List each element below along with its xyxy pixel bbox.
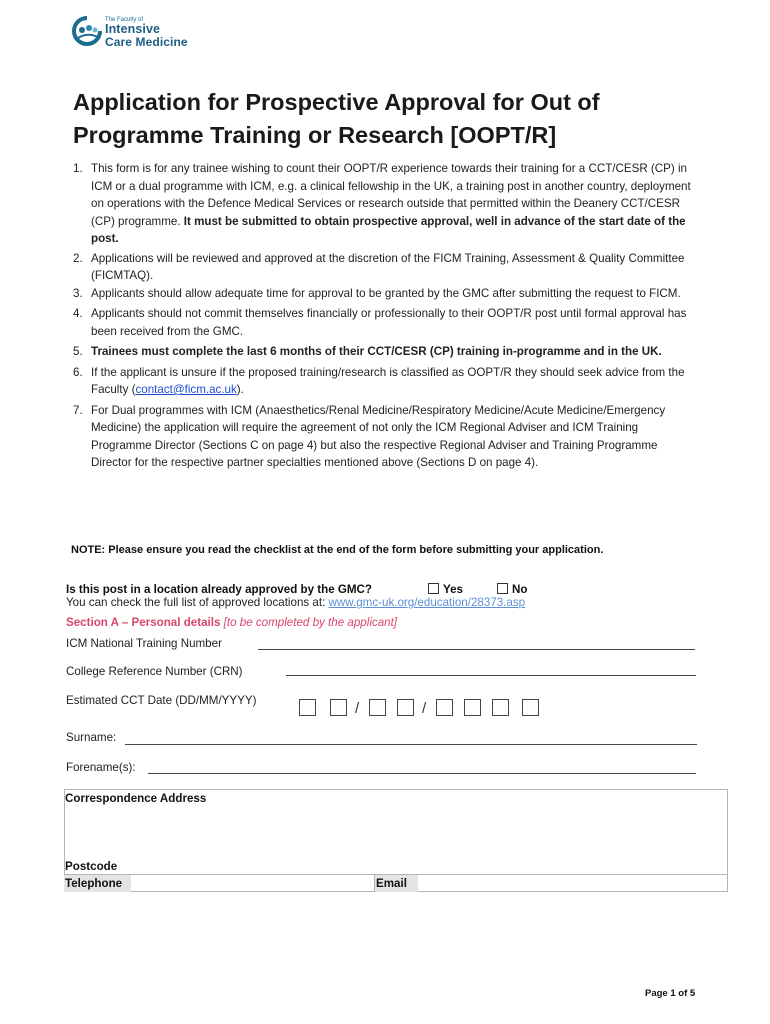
cct-month-digit-2[interactable] [397, 699, 414, 716]
list-number: 5. [73, 345, 83, 358]
faculty-logo [72, 14, 192, 50]
icm-ntn-label: ICM National Training Number [66, 637, 222, 650]
logo-the-faculty: The Faculty of [105, 17, 144, 23]
list-item-text: Applicants should not commit themselves financially or professionally to their OOPT/R post until formal approval has been received from the GMC. [91, 307, 687, 338]
list-item [73, 364, 698, 399]
cct-year-digit-1[interactable] [436, 699, 453, 716]
list-number: 4. [73, 307, 83, 320]
no-label: No [512, 583, 528, 596]
list-item [73, 305, 698, 340]
list-item-text: This form is for any trainee wishing to count their OOPT/R experience towards their training for a CCT/CESR (CP) in ICM or a dual programme with ICM, e.g. a clinical fellowship in the UK, a training post in another country, deployment on operations with the Defence Medical Services or research outside that permitted within the Deanery CCT/CESR (CP) programme. [91, 162, 691, 228]
list-item-text: For Dual programmes with ICM (Anaesthetics/Renal Medicine/Respiratory Medicine/Acute Medicine/Emergency Medicine) the application will require the agreement of not only the ICM Regional Adviser and ICM Training Programme Director (Sections C on page 4) but also the respective Regional Adviser and Training Programme Director for the respective partner specialties mentioned above (Sections D on page 4). [91, 403, 666, 469]
gmc-check-label: You can check the full list of approved locations at: [66, 596, 329, 609]
surname-label: Surname: [66, 731, 117, 744]
cct-day-digit-1[interactable] [299, 699, 316, 716]
crn-input[interactable] [286, 675, 696, 676]
cct-month-digit-1[interactable] [369, 699, 386, 716]
no-checkbox[interactable] [497, 583, 508, 594]
email-label: Email [375, 875, 418, 892]
section-a-hint: [to be completed by the applicant] [223, 616, 398, 629]
list-number: 6. [73, 365, 83, 379]
gmc-yes-option[interactable] [428, 583, 463, 596]
guidance-list [73, 160, 698, 472]
logo-line-2: Care Medicine [105, 34, 188, 49]
list-item [73, 343, 698, 361]
postcode-label: Postcode [65, 860, 118, 873]
cct-year-digit-4[interactable] [522, 699, 539, 716]
list-number: 3. [73, 286, 83, 300]
contact-email-link[interactable]: contact@ficm.ac.uk [135, 383, 237, 396]
logo-line-1: Intensive [105, 22, 161, 36]
section-a-heading [66, 616, 397, 629]
gmc-no-option[interactable] [497, 583, 527, 596]
list-item [73, 285, 698, 303]
list-item-text: ). [236, 383, 244, 396]
forenames-input[interactable] [148, 773, 696, 774]
list-item-text: If the applicant is unsure if the proposed training/research is classified as OOPT/R they should seek advice from the Faculty ( [91, 365, 685, 396]
checklist-note: NOTE: Please ensure you read the checklist at the end of the form before submitting your application. [71, 544, 604, 556]
list-number: 1. [73, 162, 83, 175]
gmc-locations-link[interactable]: www.gmc-uk.org/education/28373.asp [328, 596, 526, 609]
list-item-text: Applications will be reviewed and approved at the discretion of the FICM Training, Assessment & Quality Committee (FICMTAQ). [91, 251, 685, 282]
list-item [73, 402, 698, 472]
list-item [73, 160, 698, 248]
gmc-approval-question: Is this post in a location already approved by the GMC? [66, 583, 373, 596]
yes-checkbox[interactable] [428, 583, 439, 594]
cct-day-digit-2[interactable] [330, 699, 347, 716]
cct-year-digit-2[interactable] [464, 699, 481, 716]
cct-date-label: Estimated CCT Date (DD/MM/YYYY) [66, 694, 257, 707]
yes-label: Yes [443, 583, 463, 596]
list-item-bold: Trainees must complete the last 6 months of their CCT/CESR (CP) training in-programme and in the UK. [91, 345, 662, 358]
cct-year-digit-3[interactable] [492, 699, 509, 716]
date-separator: / [355, 700, 360, 717]
page-title: Application for Prospective Approval for Out of Programme Training or Research [OOPT/R] [73, 89, 600, 148]
faculty-logo-icon [72, 16, 102, 46]
contact-row [64, 874, 728, 892]
list-item-text: Applicants should allow adequate time for approval to be granted by the GMC after submitting the request to FICM. [91, 286, 681, 300]
correspondence-address-label: Correspondence Address [65, 792, 207, 805]
icm-ntn-input[interactable] [258, 649, 695, 650]
crn-label: College Reference Number (CRN) [66, 665, 243, 678]
list-item [73, 250, 698, 285]
date-separator: / [422, 700, 427, 717]
surname-input[interactable] [125, 744, 697, 745]
telephone-label: Telephone [64, 875, 131, 892]
gmc-check-text [66, 596, 525, 609]
list-number: 7. [73, 403, 83, 417]
list-item-bold: It must be submitted to obtain prospective approval, well in advance of the start date of the post. [91, 214, 686, 245]
page-number: Page 1 of 5 [645, 988, 696, 999]
forenames-label: Forename(s): [66, 761, 136, 774]
section-a-title: Section A – Personal details [66, 616, 221, 629]
list-number: 2. [73, 251, 83, 265]
